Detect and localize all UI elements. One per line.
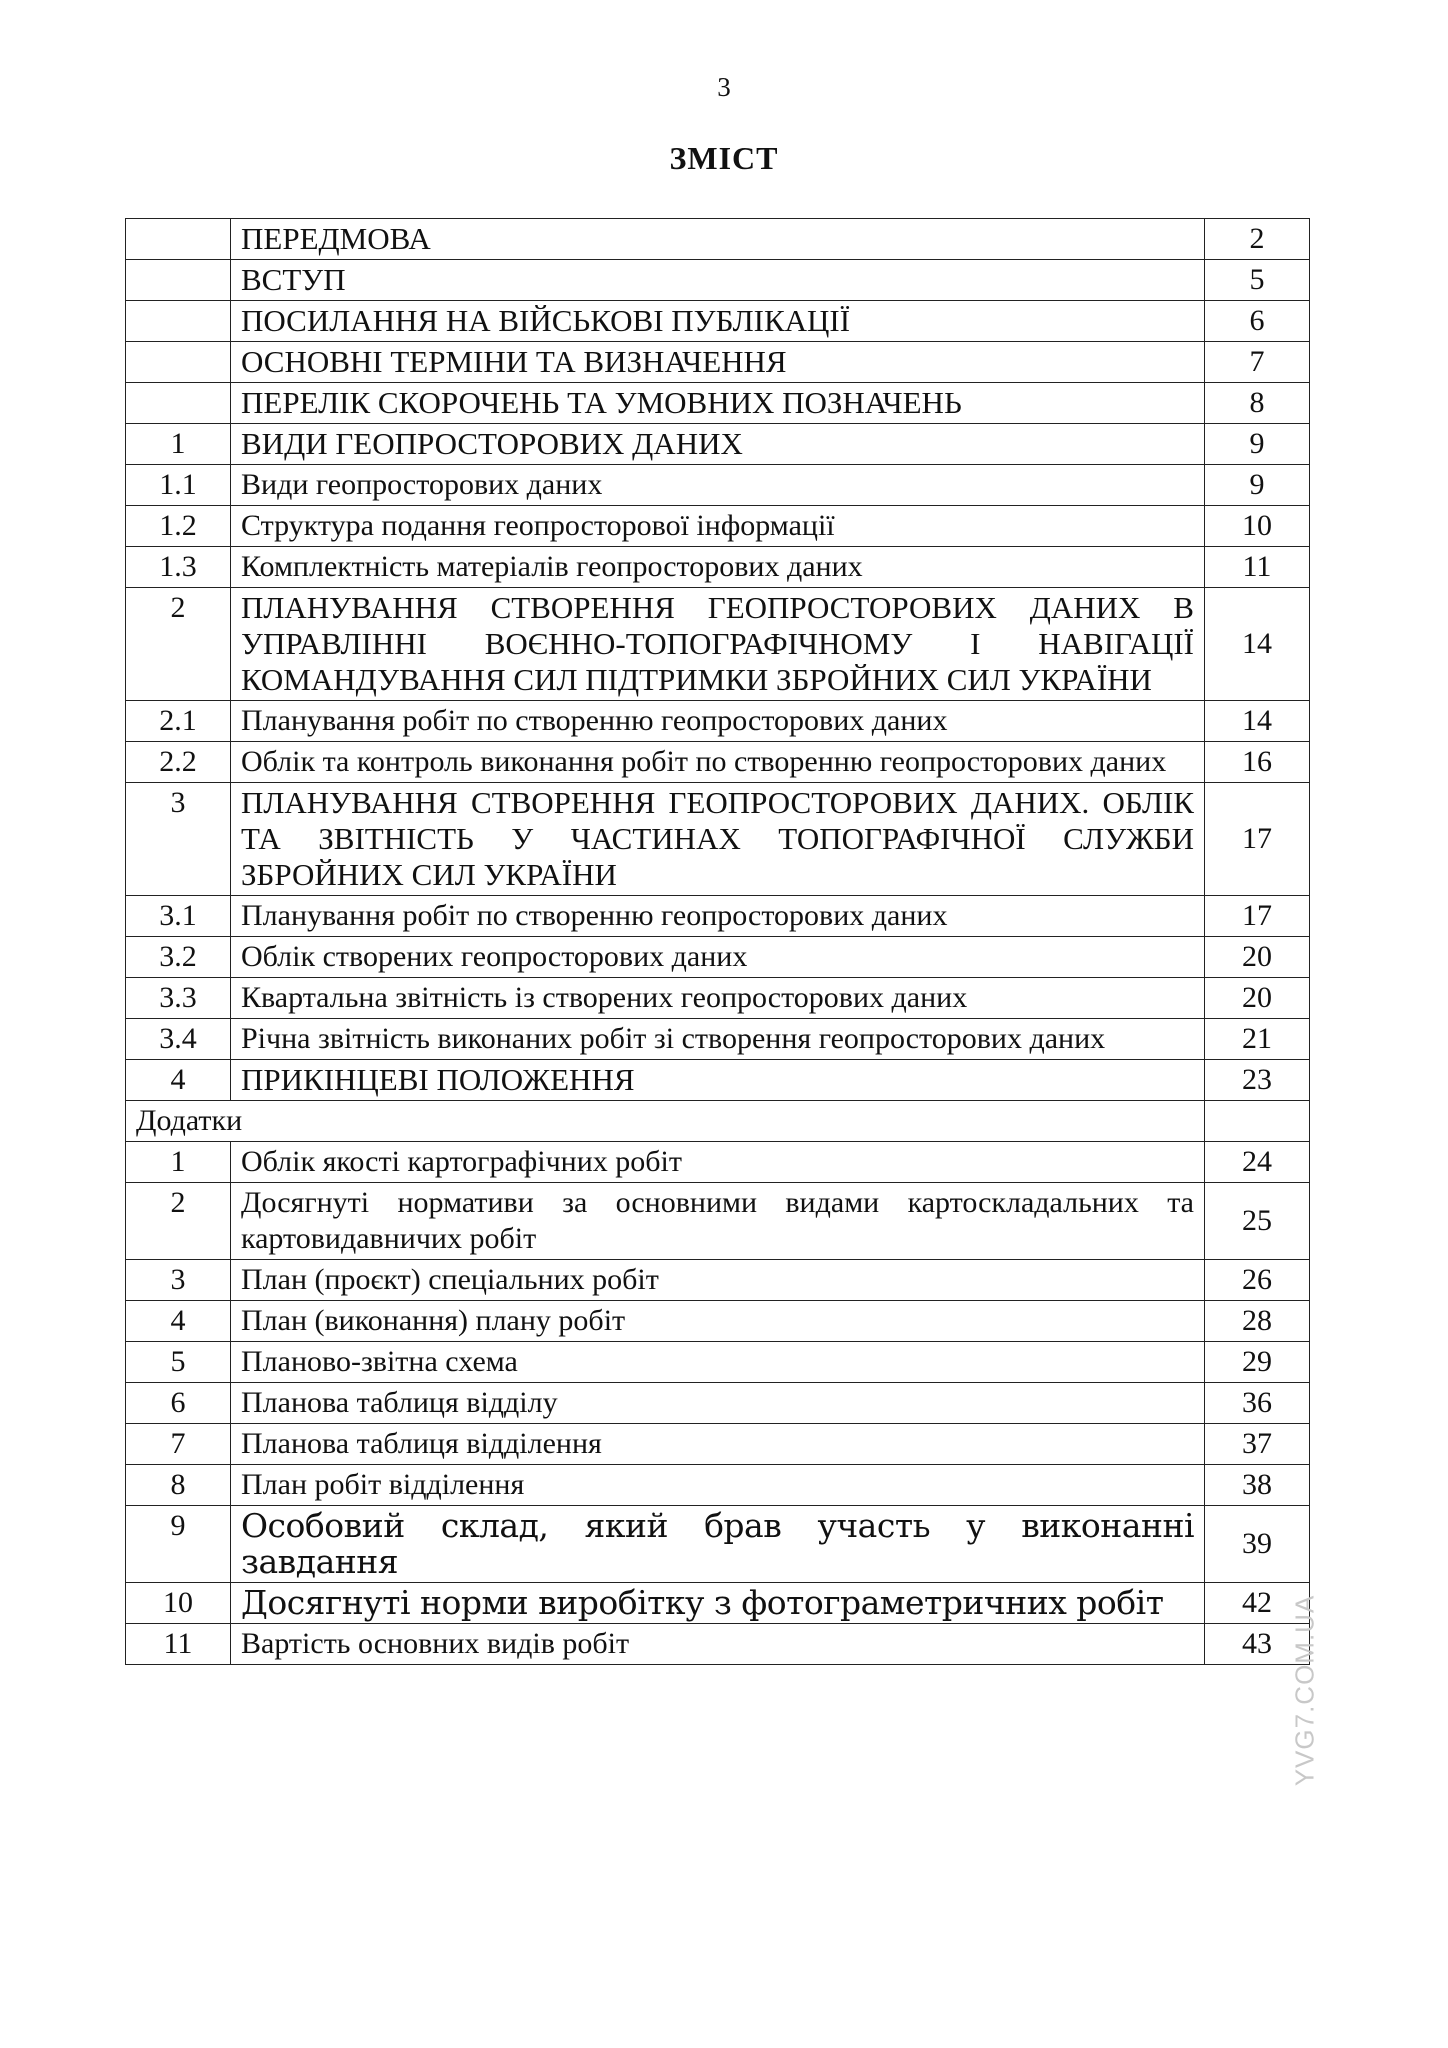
- watermark: [1290, 1590, 1320, 1790]
- toc-row: [126, 506, 1310, 547]
- toc-row: [126, 1019, 1310, 1060]
- section-number: 6: [126, 1383, 231, 1424]
- toc-row: [126, 342, 1310, 383]
- section-title: Вартість основних видів робіт: [231, 1624, 1205, 1665]
- section-title: План (проєкт) спеціальних робіт: [231, 1260, 1205, 1301]
- section-title: Планово-звітна схема: [231, 1342, 1205, 1383]
- toc-row: [126, 896, 1310, 937]
- section-title: Планова таблиця відділу: [231, 1383, 1205, 1424]
- page-ref: 5: [1205, 260, 1310, 301]
- section-number: 3: [126, 1260, 231, 1301]
- toc-row: [126, 383, 1310, 424]
- page-ref: 2: [1205, 219, 1310, 260]
- section-number: 3.3: [126, 978, 231, 1019]
- appendix-row: [126, 1624, 1310, 1665]
- page-ref: 17: [1205, 783, 1310, 896]
- section-number: 1.1: [126, 465, 231, 506]
- page-ref: 14: [1205, 588, 1310, 701]
- toc-row: [126, 978, 1310, 1019]
- section-number: 11: [126, 1624, 231, 1665]
- page-ref: 6: [1205, 301, 1310, 342]
- section-title: ПЛАНУВАННЯ СТВОРЕННЯ ГЕОПРОСТОРОВИХ ДАНИХ В УПРАВЛІННІ ВОЄННО-ТОПОГРАФІЧНОМУ І НАВІГАЦІЇ КОМАНДУВАННЯ СИЛ ПІДТРИМКИ ЗБРОЙНИХ СИЛ УКРАЇНИ: [231, 588, 1205, 701]
- page-ref: 36: [1205, 1383, 1310, 1424]
- section-title: Планова таблиця відділення: [231, 1424, 1205, 1465]
- section-number: 8: [126, 1465, 231, 1506]
- page-ref: 25: [1205, 1183, 1310, 1260]
- page-title: ЗМІСТ: [669, 140, 779, 176]
- section-number: 1: [126, 424, 231, 465]
- section-number: 10: [126, 1583, 231, 1624]
- section-number: [126, 301, 231, 342]
- section-title: Облік та контроль виконання робіт по створенню геопросторових даних: [231, 742, 1205, 783]
- section-title: ПРИКІНЦЕВІ ПОЛОЖЕННЯ: [231, 1060, 1205, 1101]
- section-number: 2.1: [126, 701, 231, 742]
- toc-row: [126, 588, 1310, 701]
- page-ref: 24: [1205, 1142, 1310, 1183]
- page-ref: 10: [1205, 506, 1310, 547]
- toc-row: [126, 742, 1310, 783]
- appendix-row: [126, 1183, 1310, 1260]
- appendix-row: [126, 1301, 1310, 1342]
- section-number: 3.4: [126, 1019, 231, 1060]
- page-ref: 20: [1205, 937, 1310, 978]
- section-title: ПЕРЕДМОВА: [231, 219, 1205, 260]
- page-ref: 38: [1205, 1465, 1310, 1506]
- page-ref: 42: [1205, 1583, 1310, 1624]
- section-number: [126, 219, 231, 260]
- page-ref: 20: [1205, 978, 1310, 1019]
- section-title: ПЛАНУВАННЯ СТВОРЕННЯ ГЕОПРОСТОРОВИХ ДАНИХ. ОБЛІК ТА ЗВІТНІСТЬ У ЧАСТИНАХ ТОПОГРАФІЧНОЇ СЛУЖБИ ЗБРОЙНИХ СИЛ УКРАЇНИ: [231, 783, 1205, 896]
- section-number: 2: [126, 1183, 231, 1260]
- watermark-text: YVG7.COM.UA: [1289, 1594, 1320, 1786]
- toc-row: [126, 260, 1310, 301]
- section-title: ВСТУП: [231, 260, 1205, 301]
- section-number: 3.1: [126, 896, 231, 937]
- page-ref: 9: [1205, 465, 1310, 506]
- page-number: 3: [717, 72, 731, 102]
- section-title: Планування робіт по створенню геопросторових даних: [231, 701, 1205, 742]
- page-ref: 39: [1205, 1506, 1310, 1583]
- page-ref: 9: [1205, 424, 1310, 465]
- section-number: 3: [126, 783, 231, 896]
- appendix-row: [126, 1424, 1310, 1465]
- toc-body: [126, 219, 1310, 1665]
- toc-row: [126, 783, 1310, 896]
- appendix-row: [126, 1260, 1310, 1301]
- toc-row: [126, 465, 1310, 506]
- section-number: 4: [126, 1060, 231, 1101]
- toc-row: [126, 547, 1310, 588]
- appendix-row: [126, 1342, 1310, 1383]
- appendix-row: [126, 1383, 1310, 1424]
- toc-table: [125, 218, 1310, 1665]
- section-number: 2.2: [126, 742, 231, 783]
- appendix-row: [126, 1583, 1310, 1624]
- section-title: ПЕРЕЛІК СКОРОЧЕНЬ ТА УМОВНИХ ПОЗНАЧЕНЬ: [231, 383, 1205, 424]
- section-title: Планування робіт по створенню геопросторових даних: [231, 896, 1205, 937]
- page-ref: 23: [1205, 1060, 1310, 1101]
- section-title: Річна звітність виконаних робіт зі створення геопросторових даних: [231, 1019, 1205, 1060]
- toc-row: [126, 1060, 1310, 1101]
- section-number: 1.2: [126, 506, 231, 547]
- section-title: Структура подання геопросторової інформації: [231, 506, 1205, 547]
- page-ref-empty: [1205, 1101, 1310, 1142]
- page-ref: 37: [1205, 1424, 1310, 1465]
- section-title: Види геопросторових даних: [231, 465, 1205, 506]
- appendix-row: [126, 1506, 1310, 1583]
- page-ref: 8: [1205, 383, 1310, 424]
- section-title: Досягнуті норми виробітку з фотограметричних робіт: [231, 1583, 1205, 1624]
- page-ref: 11: [1205, 547, 1310, 588]
- section-title: План (виконання) плану робіт: [231, 1301, 1205, 1342]
- page-ref: 29: [1205, 1342, 1310, 1383]
- page-ref: 21: [1205, 1019, 1310, 1060]
- page-ref: 17: [1205, 896, 1310, 937]
- appendix-row: [126, 1142, 1310, 1183]
- section-title: Особовий склад, який брав участь у виконанні завдання: [231, 1506, 1205, 1583]
- section-title: Облік створених геопросторових даних: [231, 937, 1205, 978]
- section-title: ПОСИЛАННЯ НА ВІЙСЬКОВІ ПУБЛІКАЦІЇ: [231, 301, 1205, 342]
- section-number: 3.2: [126, 937, 231, 978]
- section-number: [126, 342, 231, 383]
- section-number: 4: [126, 1301, 231, 1342]
- section-title: ВИДИ ГЕОПРОСТОРОВИХ ДАНИХ: [231, 424, 1205, 465]
- appendix-row: [126, 1465, 1310, 1506]
- appendix-heading: Додатки: [126, 1101, 1205, 1142]
- toc-row: [126, 219, 1310, 260]
- section-number: [126, 383, 231, 424]
- toc-row: [126, 301, 1310, 342]
- page-ref: 16: [1205, 742, 1310, 783]
- page-ref: 7: [1205, 342, 1310, 383]
- page-ref: 14: [1205, 701, 1310, 742]
- appendix-heading-row: [126, 1101, 1310, 1142]
- section-title: Облік якості картографічних робіт: [231, 1142, 1205, 1183]
- section-title: План робіт відділення: [231, 1465, 1205, 1506]
- section-number: 9: [126, 1506, 231, 1583]
- section-number: 7: [126, 1424, 231, 1465]
- page-ref: 26: [1205, 1260, 1310, 1301]
- page-ref: 43: [1205, 1624, 1310, 1665]
- section-number: 2: [126, 588, 231, 701]
- section-number: 5: [126, 1342, 231, 1383]
- page-ref: 28: [1205, 1301, 1310, 1342]
- toc-row: [126, 701, 1310, 742]
- section-title: Квартальна звітність із створених геопросторових даних: [231, 978, 1205, 1019]
- section-number: 1.3: [126, 547, 231, 588]
- toc-row: [126, 937, 1310, 978]
- toc-row: [126, 424, 1310, 465]
- section-number: 1: [126, 1142, 231, 1183]
- section-title: Досягнуті нормативи за основними видами картоскладальних та картовидавничих робіт: [231, 1183, 1205, 1260]
- section-title: ОСНОВНІ ТЕРМІНИ ТА ВИЗНАЧЕННЯ: [231, 342, 1205, 383]
- section-number: [126, 260, 231, 301]
- section-title: Комплектність матеріалів геопросторових даних: [231, 547, 1205, 588]
